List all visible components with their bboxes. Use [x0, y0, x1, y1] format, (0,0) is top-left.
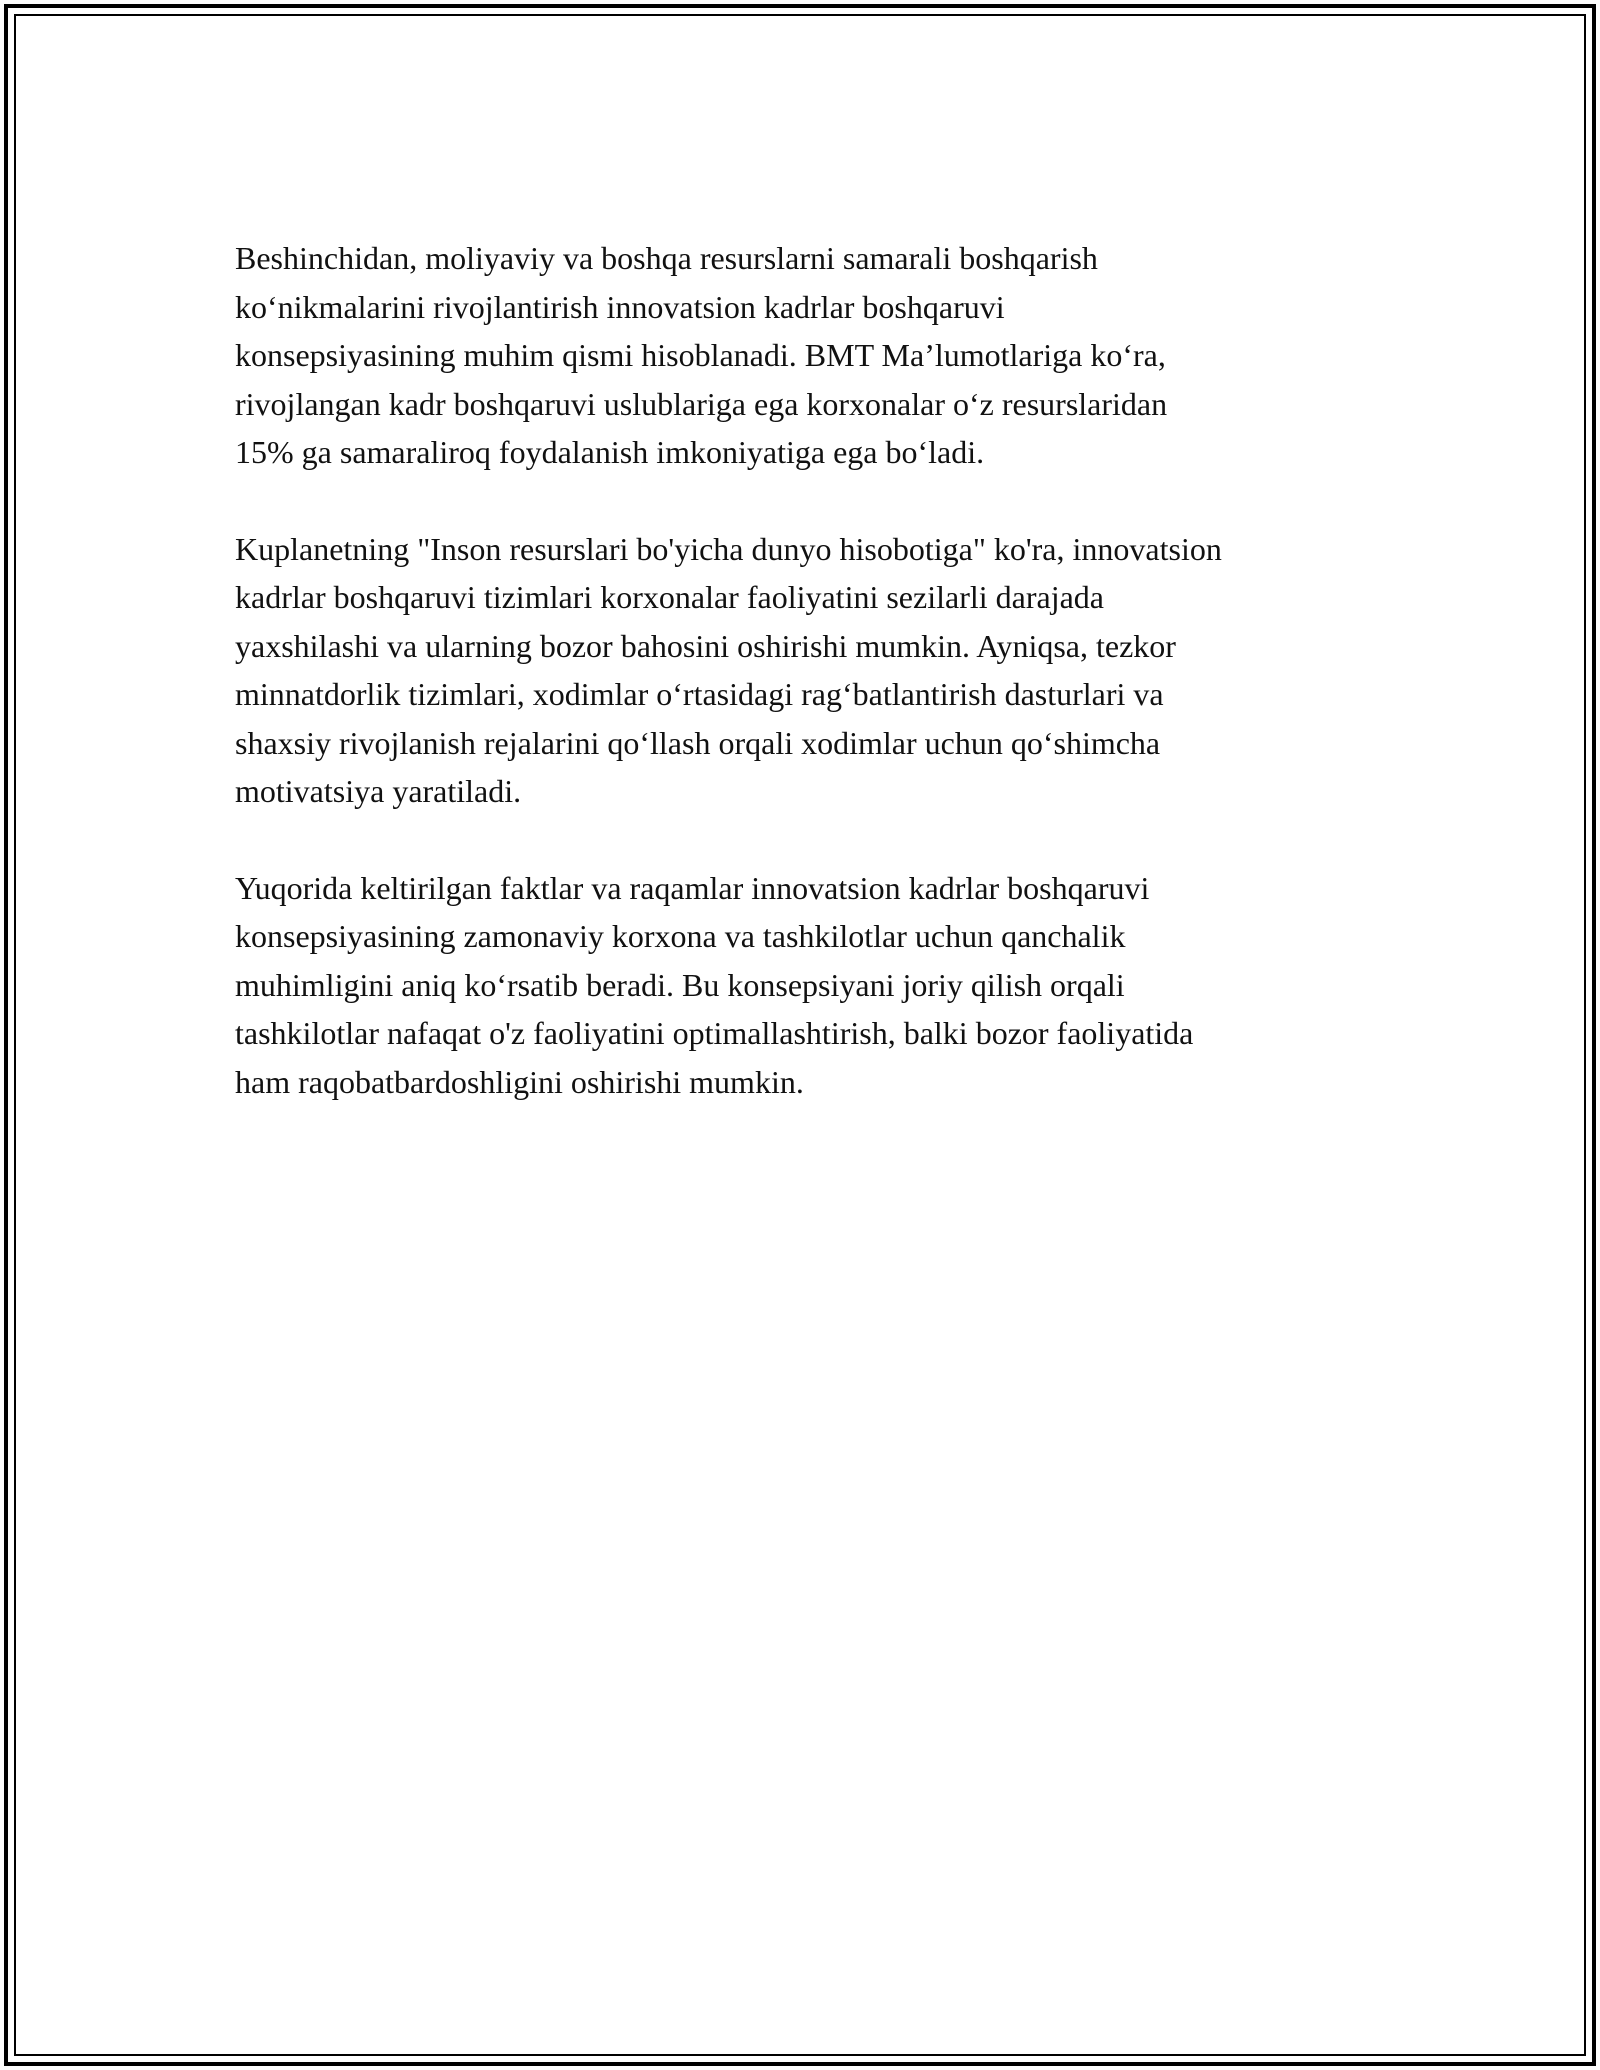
document-body	[235, 234, 1395, 1154]
paragraph-line: minnatdorlik tizimlari, xodimlar o‘rtasidagi rag‘batlantirish dasturlari va	[235, 676, 1164, 712]
paragraph-line: konsepsiyasining zamonaviy korxona va tashkilotlar uchun qanchalik	[235, 918, 1126, 954]
paragraph-line: konsepsiyasining muhim qismi hisoblanadi. BMT Ma’lumotlariga ko‘ra,	[235, 337, 1166, 373]
paragraph-line: 15% ga samaraliroq foydalanish imkoniyatiga ega bo‘ladi.	[235, 434, 985, 470]
paragraph-line: yaxshilashi va ularning bozor bahosini oshirishi mumkin. Ayniqsa, tezkor	[235, 627, 1176, 664]
paragraph-line: shaxsiy rivojlanish rejalarini qo‘llash orqali xodimlar uchun qo‘shimcha	[235, 724, 1161, 761]
paragraph-line: tashkilotlar nafaqat o'z faoliyatini optimallashtirish, balki bozor faoliyatida	[235, 1015, 1194, 1051]
paragraph-2	[235, 525, 1395, 816]
paragraph-1	[235, 234, 1395, 477]
paragraph-line: Beshinchidan, moliyaviy va boshqa resurslarni samarali boshqarish	[235, 240, 1098, 276]
paragraph-line: muhimligini aniq ko‘rsatib beradi. Bu konsepsiyani joriy qilish orqali	[235, 966, 1125, 1003]
paragraph-line: kadrlar boshqaruvi tizimlari korxonalar faoliyatini sezilarli darajada	[235, 579, 1104, 615]
paragraph-line: ko‘nikmalarini rivojlantirish innovatsion kadrlar boshqaruvi	[235, 288, 1005, 325]
paragraph-line: rivojlangan kadr boshqaruvi uslublariga ega korxonalar o‘z resurslaridan	[235, 385, 1168, 422]
paragraph-line: Yuqorida keltirilgan faktlar va raqamlar innovatsion kadrlar boshqaruvi	[235, 869, 1150, 906]
paragraph-3	[235, 864, 1395, 1107]
paragraph-line: motivatsiya yaratiladi.	[235, 773, 522, 809]
paragraph-line: Kuplanetning "Inson resurslari bo'yicha dunyo hisobotiga" ko'ra, innovatsion	[235, 530, 1222, 567]
paragraph-line: ham raqobatbardoshligini oshirishi mumkin.	[235, 1063, 804, 1100]
